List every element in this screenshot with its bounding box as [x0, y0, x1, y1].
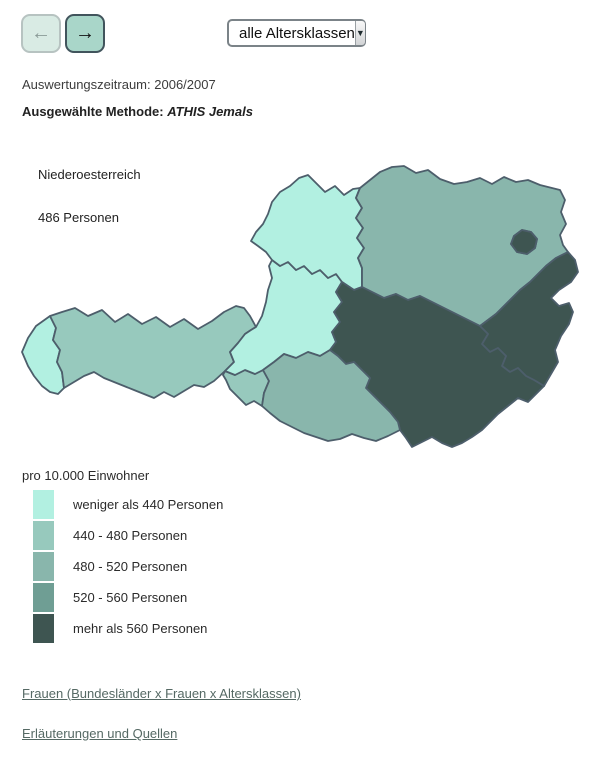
back-button[interactable] — [21, 14, 61, 53]
legend — [33, 490, 223, 645]
legend-row — [33, 614, 223, 643]
age-class-select-value: alle Altersklassen — [239, 24, 355, 42]
right-arrow-icon: → — [75, 22, 95, 44]
age-class-select[interactable] — [227, 19, 366, 47]
legend-label-5: mehr als 560 Personen — [73, 621, 208, 636]
dropdown-button[interactable] — [355, 21, 365, 45]
forward-button[interactable] — [65, 14, 105, 53]
evaluation-period: Auswertungszeitraum: 2006/2007 — [22, 77, 216, 92]
legend-row — [33, 490, 223, 519]
legend-row — [33, 552, 223, 581]
women-detail-link[interactable]: Frauen (Bundesländer x Frauen x Altersklassen) — [22, 686, 301, 701]
hovered-region-value: 486 Personen — [38, 210, 119, 225]
austria-map-svg — [20, 140, 600, 460]
selected-method: Ausgewählte Methode: ATHIS Jemals — [22, 104, 253, 119]
legend-swatch-2 — [33, 521, 54, 550]
hovered-region-name: Niederoesterreich — [38, 167, 141, 182]
legend-row — [33, 521, 223, 550]
legend-swatch-4 — [33, 583, 54, 612]
legend-label-3: 480 - 520 Personen — [73, 559, 188, 574]
legend-swatch-1 — [33, 490, 54, 519]
legend-label-2: 440 - 480 Personen — [73, 528, 188, 543]
legend-row — [33, 583, 223, 612]
legend-swatch-5 — [33, 614, 54, 643]
legend-title: pro 10.000 Einwohner — [22, 468, 150, 483]
explanations-sources-link[interactable]: Erläuterungen und Quellen — [22, 726, 178, 741]
left-arrow-icon: ← — [31, 22, 51, 44]
legend-swatch-3 — [33, 552, 54, 581]
legend-label-1: weniger als 440 Personen — [73, 497, 224, 512]
legend-label-4: 520 - 560 Personen — [73, 590, 188, 605]
region-tirol[interactable] — [50, 306, 256, 398]
austria-map — [20, 140, 600, 460]
chevron-down-icon: ▼ — [355, 28, 365, 38]
